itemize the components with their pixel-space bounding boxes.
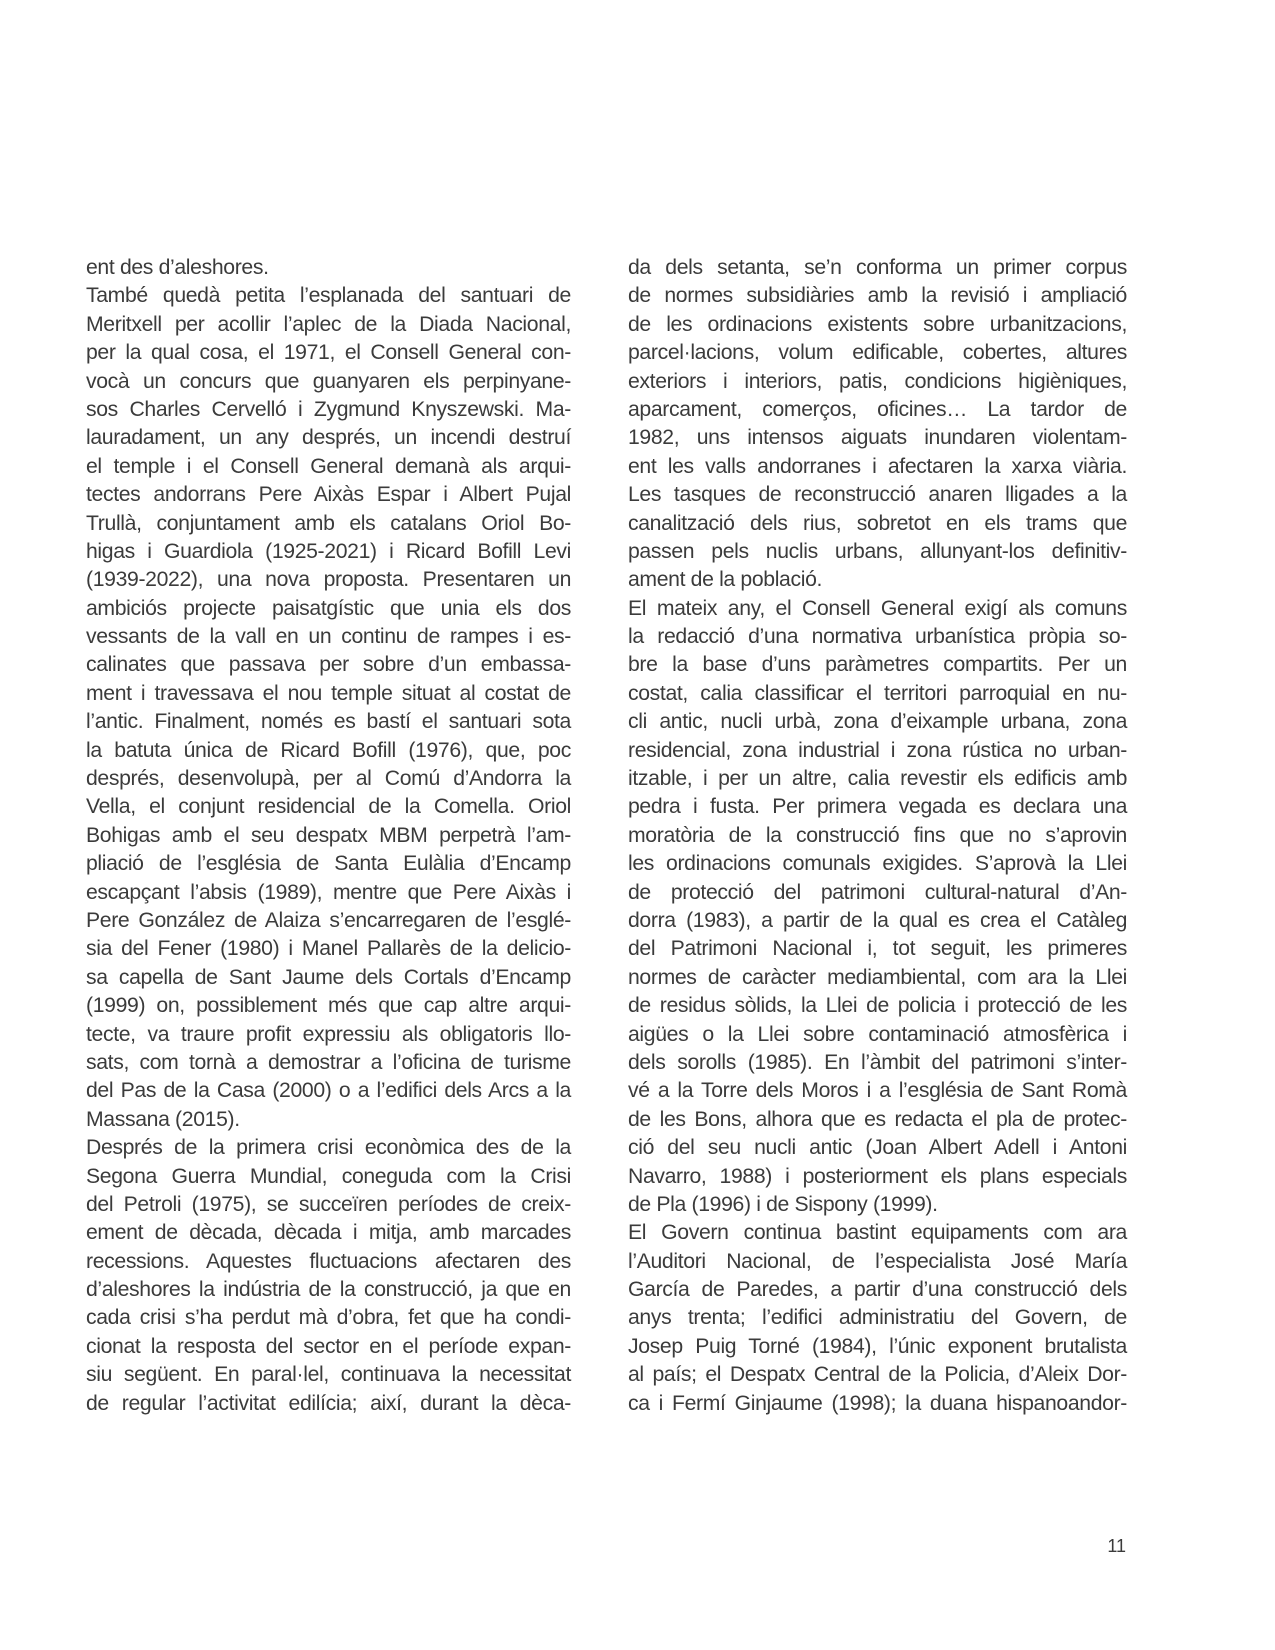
- text-line: l’antic. Finalment, només es bastí el santuari sota: [86, 710, 571, 734]
- text-line: cada crisi s’ha perdut mà d’obra, fet que ha condi-: [86, 1306, 571, 1330]
- text-line: ament de la població.: [628, 568, 823, 592]
- text-line: ment i travessava el nou temple situat al costat de: [86, 681, 571, 705]
- text-line: del Patrimoni Nacional i, tot seguit, les primeres: [628, 937, 1127, 961]
- text-line: les ordinacions comunals exigides. S’aprovà la Llei: [628, 852, 1127, 876]
- text-line: da dels setanta, se’n conforma un primer corpus: [628, 256, 1127, 279]
- text-line: recessions. Aquestes fluctuacions afectaren des: [86, 1249, 571, 1273]
- text-line: Trullà, conjuntament amb els catalans Oriol Bo-: [86, 511, 571, 535]
- text-line: Segona Guerra Mundial, coneguda com la Crisi: [86, 1164, 571, 1188]
- text-line: siu següent. En paral·lel, continuava la necessitat: [86, 1363, 571, 1387]
- text-line: Pere González de Alaiza s’encarregaren de l’esglé-: [86, 908, 571, 932]
- text-line: ement de dècada, dècada i mitja, amb marcades: [86, 1221, 571, 1245]
- text-line: (1939-2022), una nova proposta. Presentaren un: [86, 568, 571, 592]
- text-line: passen pels nuclis urbans, allunyant-los definitiv-: [628, 539, 1127, 563]
- text-line: Meritxell per acollir l’aplec de la Diada Nacional,: [86, 312, 571, 336]
- text-line: d’aleshores la indústria de la construcció, ja que en: [86, 1278, 571, 1302]
- text-line: bre la base d’uns paràmetres compartits. Per un: [628, 653, 1127, 677]
- text-line: pliació de l’església de Santa Eulàlia d’Encamp: [86, 852, 571, 876]
- text-line: García de Paredes, a partir d’una construcció dels: [628, 1278, 1127, 1302]
- text-line: Vella, el conjunt residencial de la Comella. Oriol: [86, 795, 571, 819]
- text-line: ent les valls andorranes i afectaren la xarxa viària.: [628, 454, 1127, 478]
- text-line: moratòria de la construcció fins que no s’aprovin: [628, 823, 1127, 847]
- text-line: aparcament, comerços, oficines… La tardor de: [628, 397, 1127, 421]
- text-line: Josep Puig Torné (1984), l’únic exponent brutalista: [628, 1334, 1127, 1358]
- text-line: de les ordinacions existents sobre urbanitzacions,: [628, 312, 1127, 336]
- text-line: de les Bons, alhora que es redacta el pla de protec-: [628, 1107, 1127, 1131]
- text-line: itzable, i per un altre, calia revestir els edificis amb: [628, 767, 1127, 791]
- text-line: El mateix any, el Consell General exigí als comuns: [628, 596, 1127, 620]
- text-line: del Pas de la Casa (2000) o a l’edifici dels Arcs a la: [86, 1079, 571, 1103]
- text-line: ció del seu nucli antic (Joan Albert Adell i Antoni: [628, 1136, 1127, 1160]
- text-line: ambiciós projecte paisatgístic que unia els dos: [86, 596, 571, 620]
- text-line: exteriors i interiors, patis, condicions higièniques,: [628, 369, 1127, 393]
- text-line: calinates que passava per sobre d’un embassa-: [86, 653, 571, 677]
- text-line: També quedà petita l’esplanada del santuari de: [86, 284, 571, 308]
- text-line: lauradament, un any després, un incendi destruí: [86, 426, 571, 450]
- text-line: després, desenvolupà, per al Comú d’Andorra la: [86, 767, 571, 791]
- text-line: cionat la resposta del sector en el període expan-: [86, 1334, 571, 1358]
- text-line: canalització dels rius, sobretot en els trams que: [628, 511, 1127, 535]
- text-line: l’Auditori Nacional, de l’especialista José María: [628, 1249, 1127, 1273]
- text-line: vessants de la vall en un continu de rampes i es-: [86, 625, 571, 649]
- text-line: de protecció del patrimoni cultural-natural d’An-: [628, 880, 1127, 904]
- text-line: 1982, uns intensos aiguats inundaren violentam-: [628, 426, 1127, 450]
- text-line: costat, calia classificar el territori parroquial en nu-: [628, 681, 1127, 705]
- text-line: dels sorolls (1985). En l’àmbit del patrimoni s’inter-: [628, 1050, 1127, 1074]
- text-line: vocà un concurs que guanyaren els perpinyane-: [86, 369, 571, 393]
- text-line: Després de la primera crisi econòmica des de la: [86, 1136, 571, 1160]
- page-number: 11: [1107, 1536, 1126, 1556]
- text-line: dorra (1983), a partir de la qual es crea el Catàleg: [628, 908, 1127, 932]
- text-line: sats, com tornà a demostrar a l’oficina de turisme: [86, 1050, 571, 1074]
- text-line: Massana (2015).: [86, 1107, 240, 1131]
- text-line: anys trenta; l’edifici administratiu del Govern, de: [628, 1306, 1127, 1330]
- text-line: Navarro, 1988) i posteriorment els plans especials: [628, 1164, 1127, 1188]
- text-line: sia del Fener (1980) i Manel Pallarès de la delicio-: [86, 937, 571, 961]
- text-line: tectes andorrans Pere Aixàs Espar i Albert Pujal: [86, 483, 571, 507]
- text-line: Bohigas amb el seu despatx MBM perpetrà l’am-: [86, 823, 571, 847]
- text-line: vé a la Torre dels Moros i a l’església de Sant Romà: [628, 1079, 1127, 1103]
- text-line: pedra i fusta. Per primera vegada es declara una: [628, 795, 1127, 819]
- text-line: la redacció d’una normativa urbanística pròpia so-: [628, 625, 1127, 649]
- text-line: higas i Guardiola (1925-2021) i Ricard Bofill Levi: [86, 539, 571, 563]
- text-line: (1999) on, possiblement més que cap altre arqui-: [86, 994, 571, 1018]
- text-line: parcel·lacions, volum edificable, cobertes, altures: [628, 341, 1127, 365]
- text-line: de residus sòlids, la Llei de policia i protecció de les: [628, 994, 1127, 1018]
- text-line: de normes subsidiàries amb la revisió i ampliació: [628, 284, 1127, 308]
- text-line: sa capella de Sant Jaume dels Cortals d’Encamp: [86, 965, 571, 989]
- text-line: tecte, va traure profit expressiu als obligatoris llo-: [86, 1022, 571, 1046]
- text-line: ent des d’aleshores.: [86, 256, 269, 279]
- text-line: escapçant l’absis (1989), mentre que Pere Aixàs i: [86, 880, 571, 904]
- text-line: sos Charles Cervelló i Zygmund Knyszewski. Ma-: [86, 397, 571, 421]
- text-line: la batuta única de Ricard Bofill (1976), que, poc: [86, 738, 571, 762]
- text-line: ca i Fermí Ginjaume (1998); la duana hispanoandor-: [628, 1391, 1127, 1415]
- text-line: el temple i el Consell General demanà als arqui-: [86, 454, 571, 478]
- text-line: de Pla (1996) i de Sispony (1999).: [628, 1192, 938, 1216]
- text-line: al país; el Despatx Central de la Policia, d’Aleix Dor-: [628, 1363, 1127, 1387]
- text-line: normes de caràcter mediambiental, com ara la Llei: [628, 965, 1127, 989]
- text-line: El Govern continua bastint equipaments com ara: [628, 1221, 1127, 1245]
- text-line: aigües o la Llei sobre contaminació atmosfèrica i: [628, 1022, 1127, 1046]
- text-line: cli antic, nucli urbà, zona d’eixample urbana, zona: [628, 710, 1127, 734]
- left-text-column: [86, 254, 571, 1418]
- text-line: Les tasques de reconstrucció anaren lligades a la: [628, 483, 1127, 507]
- right-text-column: [628, 254, 1127, 1418]
- text-line: del Petroli (1975), se succeïren períodes de creix-: [86, 1192, 571, 1216]
- text-line: per la qual cosa, el 1971, el Consell General con-: [86, 341, 571, 365]
- text-line: residencial, zona industrial i zona rústica no urban-: [628, 738, 1127, 762]
- text-line: de regular l’activitat edilícia; així, durant la dèca-: [86, 1391, 571, 1415]
